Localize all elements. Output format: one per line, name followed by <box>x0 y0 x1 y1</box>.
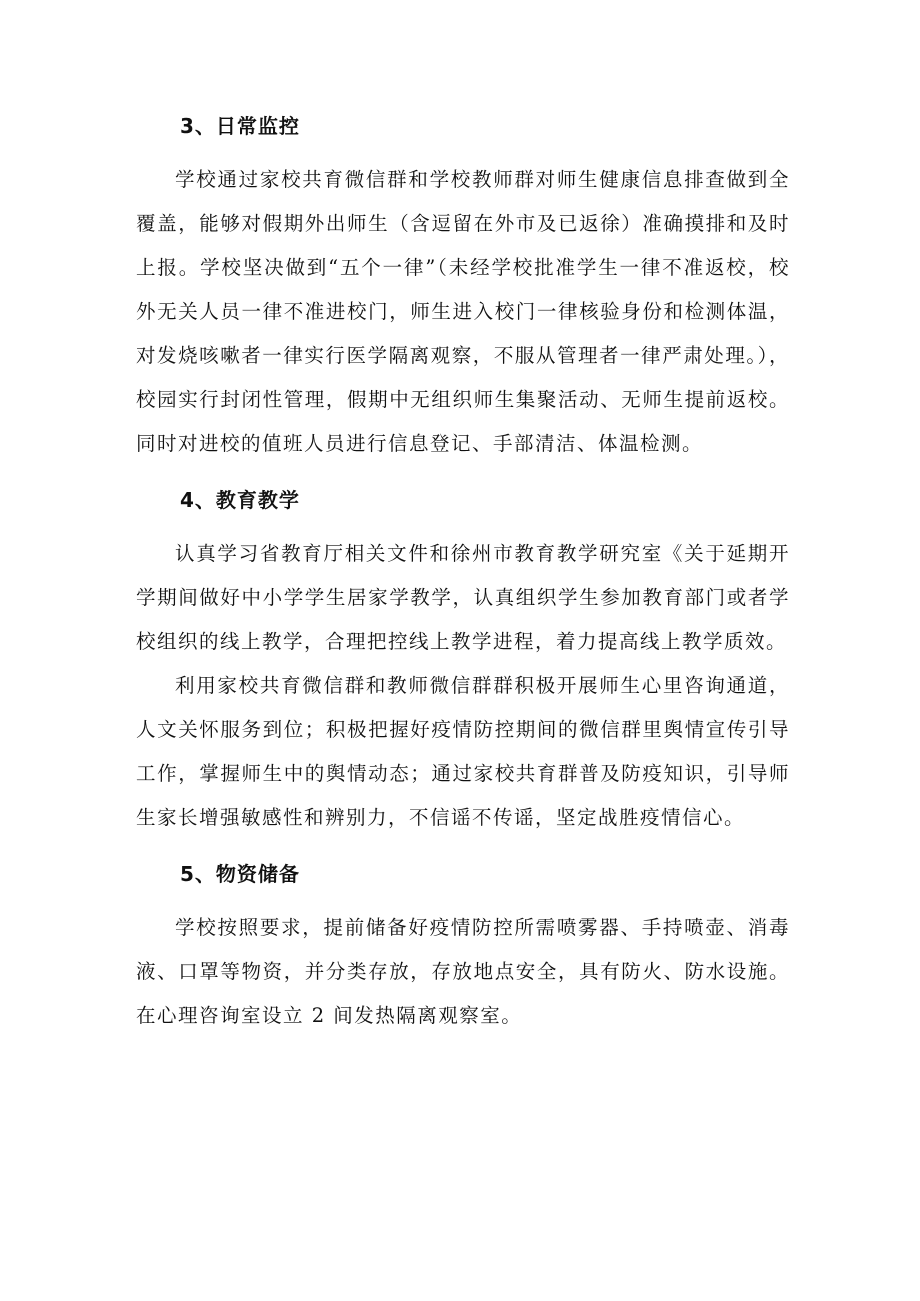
paragraph-teaching-online: 认真学习省教育厅相关文件和徐州市教育教学研究室《关于延期开学期间做好中小学学生居家学教学，认真组织学生参加教育部门或者学校组织的线上教学，合理把控线上教学进程，着力提高线上教学质效。 <box>136 542 790 653</box>
paragraph-teaching-wechat: 利用家校共育微信群和教师微信群群积极开展师生心里咨询通道，人文关怀服务到位；积极把握好疫情防控期间的微信群里舆情宣传引导工作，掌握师生中的舆情动态；通过家校共育群普及防疫知识，引导师生家长增强敏感性和辨别力，不信谣不传谣，坚定战胜疫情信心。 <box>136 674 790 829</box>
section-heading-supplies: 5、物资储备 <box>180 862 300 886</box>
section-heading-daily-monitoring: 3、日常监控 <box>180 114 300 138</box>
section-heading-teaching: 4、教育教学 <box>180 488 300 512</box>
paragraph-daily-monitoring: 学校通过家校共育微信群和学校教师群对师生健康信息排查做到全覆盖，能够对假期外出师生（含逗留在外市及已返徐）准确摸排和及时上报。学校坚决做到“五个一律”（未经学校批准学生一律不准返校，校外无关人员一律不准进校门，师生进入校门一律核验身份和检测体温，对发烧咳嗽者一律实行医学隔离观察，不服从管理者一律严肃处理。），校园实行封闭性管理，假期中无组织师生集聚活动、无师生提前返校。同时对进校的值班人员进行信息登记、手部清洁、体温检测。 <box>136 168 790 455</box>
paragraph-supplies: 学校按照要求，提前储备好疫情防控所需喷雾器、手持喷壶、消毒液、口罩等物资，并分类存放，存放地点安全，具有防火、防水设施。在心理咨询室设立 2 间发热隔离观察室。 <box>136 916 790 1027</box>
